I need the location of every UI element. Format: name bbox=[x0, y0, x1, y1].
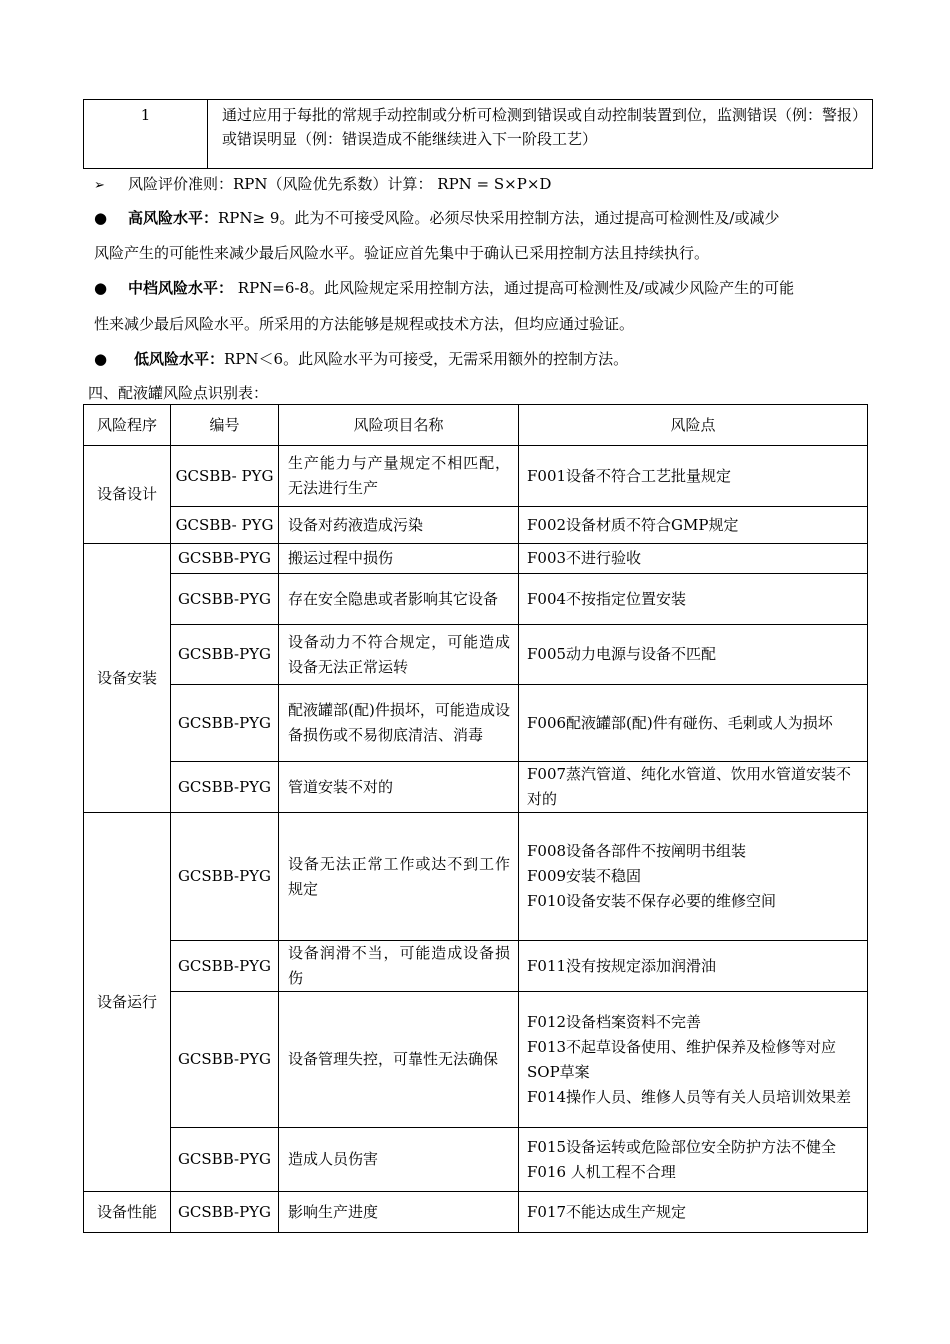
code-cell: GCSBB-PYG bbox=[171, 685, 279, 762]
risk-point: F013不起草设备使用、维护保养及检修等对应SOP草案 bbox=[527, 1037, 837, 1081]
risk-procedure-cell: 设备运行 bbox=[84, 813, 171, 1192]
section-title: 四、配液罐风险点识别表： bbox=[88, 384, 269, 402]
risk-identification-table bbox=[83, 404, 868, 1233]
medium-risk-label: 中档风险水平： bbox=[128, 279, 234, 297]
table-row bbox=[84, 507, 868, 544]
code-cell: GCSBB-PYG bbox=[171, 544, 279, 574]
risk-point-cell bbox=[519, 813, 868, 941]
table-row bbox=[84, 574, 868, 625]
risk-point: F012设备档案资料不完善 bbox=[527, 1012, 702, 1031]
risk-item-name-cell: 配液罐部(配)件损坏，可能造成设备损伤或不易彻底清洁、消毒 bbox=[279, 685, 519, 762]
table-row bbox=[84, 625, 868, 685]
risk-point: F008设备各部件不按阐明书组装 bbox=[527, 842, 747, 860]
risk-procedure-cell: 设备性能 bbox=[84, 1192, 171, 1233]
header-item: 风险项目名称 bbox=[279, 405, 519, 446]
table-row bbox=[84, 544, 868, 574]
code-cell: GCSBB-PYG bbox=[171, 762, 279, 813]
table-row bbox=[84, 992, 868, 1128]
medium-risk-line-2: 性来减少最后风险水平。所采用的方法能够是规程或技术方法，但均应通过验证。 bbox=[94, 315, 635, 333]
bullet-icon: ● bbox=[94, 350, 108, 368]
criteria-line bbox=[94, 174, 551, 196]
criteria-text: 风险评价准则：RPN（风险优先系数）计算： RPN = S×P×D bbox=[128, 175, 552, 193]
high-risk-text-1: RPN≥ 9。此为不可接受风险。必须尽快采用控制方法，通过提高可检测性及/或减少 bbox=[218, 209, 780, 227]
code-cell: GCSBB-PYG bbox=[171, 813, 279, 941]
high-risk-label: 高风险水平： bbox=[128, 209, 219, 227]
table-row bbox=[84, 1128, 868, 1192]
risk-item-name-cell: 设备动力不符合规定，可能造成设备无法正常运转 bbox=[279, 625, 519, 685]
risk-point: F016 人机工程不合理 bbox=[527, 1162, 676, 1181]
risk-item-name-cell: 设备无法正常工作或达不到工作规定 bbox=[279, 813, 519, 941]
table-row bbox=[84, 100, 873, 169]
risk-point: F003不进行验收 bbox=[527, 549, 642, 567]
risk-point: F010设备安装不保存必要的维修空间 bbox=[527, 892, 777, 910]
risk-point-cell bbox=[519, 762, 868, 813]
code-cell: GCSBB-PYG bbox=[171, 1128, 279, 1192]
table-row bbox=[84, 941, 868, 992]
header-risk: 风险点 bbox=[519, 405, 868, 446]
risk-point: F006配液罐部(配)件有碰伤、毛刺或人为损坏 bbox=[527, 713, 833, 732]
code-cell: GCSBB- PYG bbox=[171, 507, 279, 544]
risk-point-cell bbox=[519, 446, 868, 507]
risk-point: F005动力电源与设备不匹配 bbox=[527, 645, 717, 663]
risk-point: F017不能达成生产规定 bbox=[527, 1202, 687, 1221]
risk-point-cell bbox=[519, 1128, 868, 1192]
arrow-bullet-icon: ➢ bbox=[94, 178, 105, 193]
code-cell: GCSBB- PYG bbox=[171, 446, 279, 507]
low-risk-line bbox=[94, 349, 628, 369]
risk-point-cell bbox=[519, 941, 868, 992]
risk-item-name-cell: 造成人员伤害 bbox=[279, 1128, 519, 1192]
table-row bbox=[84, 813, 868, 941]
risk-item-name-cell: 设备管理失控，可靠性无法确保 bbox=[279, 992, 519, 1128]
risk-item-name-cell: 搬运过程中损伤 bbox=[279, 544, 519, 574]
risk-item-name-cell: 管道安装不对的 bbox=[279, 762, 519, 813]
risk-item-name-cell: 生产能力与产量规定不相匹配，无法进行生产 bbox=[279, 446, 519, 507]
risk-point-cell bbox=[519, 685, 868, 762]
detectability-description: 通过应用于每批的常规手动控制或分析可检测到错误或自动控制装置到位，监测错误（例：警报）或错误明显（例：错误造成不能继续进入下一阶段工艺） bbox=[208, 100, 873, 169]
low-risk-label: 低风险水平： bbox=[134, 350, 225, 368]
risk-point: F007蒸汽管道、纯化水管道、饮用水管道安装不对的 bbox=[527, 765, 852, 808]
code-cell: GCSBB-PYG bbox=[171, 1192, 279, 1233]
code-cell: GCSBB-PYG bbox=[171, 625, 279, 685]
table-row bbox=[84, 685, 868, 762]
risk-point-cell bbox=[519, 574, 868, 625]
high-risk-line-1 bbox=[94, 208, 779, 228]
risk-procedure-cell: 设备设计 bbox=[84, 446, 171, 544]
risk-item-name-cell: 存在安全隐患或者影响其它设备 bbox=[279, 574, 519, 625]
risk-point-cell bbox=[519, 544, 868, 574]
code-cell: GCSBB-PYG bbox=[171, 992, 279, 1128]
medium-risk-line-1 bbox=[94, 278, 794, 298]
risk-procedure-cell: 设备安装 bbox=[84, 544, 171, 813]
code-cell: GCSBB-PYG bbox=[171, 574, 279, 625]
table-row bbox=[84, 762, 868, 813]
detectability-table bbox=[83, 99, 873, 169]
code-cell: GCSBB-PYG bbox=[171, 941, 279, 992]
risk-point: F011没有按规定添加润滑油 bbox=[527, 956, 717, 975]
risk-item-name-cell: 设备对药液造成污染 bbox=[279, 507, 519, 544]
risk-point: F002设备材质不符合GMP规定 bbox=[527, 515, 739, 534]
risk-point: F004不按指定位置安装 bbox=[527, 589, 687, 608]
table-row bbox=[84, 1192, 868, 1233]
medium-risk-text-1: RPN=6-8。此风险规定采用控制方法，通过提高可检测性及/或减少风险产生的可能 bbox=[233, 279, 795, 297]
low-risk-text: RPN＜6。此风险水平为可接受，无需采用额外的控制方法。 bbox=[224, 350, 629, 368]
table-header-row bbox=[84, 405, 868, 446]
risk-point-cell bbox=[519, 992, 868, 1128]
bullet-icon: ● bbox=[94, 279, 108, 297]
detectability-score: 1 bbox=[84, 100, 208, 169]
table-body bbox=[84, 446, 868, 1233]
risk-point: F001设备不符合工艺批量规定 bbox=[527, 466, 732, 485]
risk-point: F014操作人员、维修人员等有关人员培训效果差 bbox=[527, 1087, 852, 1106]
risk-point-cell bbox=[519, 1192, 868, 1233]
high-risk-line-2: 风险产生的可能性来减少最后风险水平。验证应首先集中于确认已采用控制方法且持续执行。 bbox=[94, 244, 710, 262]
risk-point-cell bbox=[519, 507, 868, 544]
table-row bbox=[84, 446, 868, 507]
header-code: 编号 bbox=[171, 405, 279, 446]
risk-point: F009安装不稳固 bbox=[527, 867, 642, 885]
risk-item-name-cell: 设备润滑不当，可能造成设备损伤 bbox=[279, 941, 519, 992]
risk-point: F015设备运转或危险部位安全防护方法不健全 bbox=[527, 1137, 837, 1156]
risk-point-cell bbox=[519, 625, 868, 685]
risk-item-name-cell: 影响生产进度 bbox=[279, 1192, 519, 1233]
header-procedure: 风险程序 bbox=[84, 405, 171, 446]
bullet-icon: ● bbox=[94, 209, 108, 227]
